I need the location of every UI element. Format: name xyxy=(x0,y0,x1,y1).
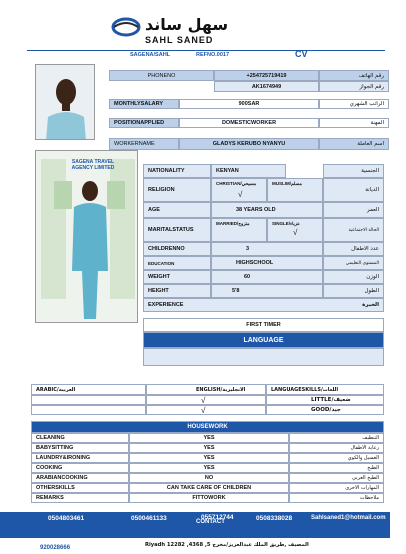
housework-arabic: التنظيف xyxy=(362,435,379,441)
portrait-illustration xyxy=(36,65,95,140)
logo-english-text: SAHL SANED xyxy=(145,35,214,45)
english-good-check: √ xyxy=(201,405,206,415)
cv-label: CV xyxy=(295,49,308,59)
housework-row xyxy=(31,493,384,503)
language-spacer xyxy=(143,348,384,366)
education-arabic-cell xyxy=(323,256,384,270)
position-value-cell xyxy=(179,118,319,128)
housework-value: YES xyxy=(203,455,215,461)
english-column-header xyxy=(146,384,266,395)
full-body-illustration xyxy=(36,151,138,323)
housework-arabic: المهارات الاخرى xyxy=(345,485,379,491)
housework-header xyxy=(31,421,384,433)
muslim-option[interactable] xyxy=(267,178,323,202)
religion-check-mark: √ xyxy=(238,190,243,199)
height-value: 5'8 xyxy=(232,288,240,294)
language-title: LANGUAGE xyxy=(243,336,284,344)
children-arabic-cell xyxy=(323,242,384,256)
housework-value-cell xyxy=(129,493,289,503)
housework-label: CLEANING xyxy=(36,435,65,441)
little-level-cell xyxy=(266,395,384,405)
age-arabic-cell xyxy=(323,202,384,218)
salary-value-cell xyxy=(179,99,319,109)
nationality-label: NATIONALITY xyxy=(148,168,185,174)
housework-row xyxy=(31,463,384,473)
children-label-cell xyxy=(143,242,211,256)
worker-label: WORKERNAME xyxy=(114,141,155,147)
salary-label: MONTHLYSALARY xyxy=(114,101,164,107)
badge-line-2: AGENCY LIMITED xyxy=(71,165,115,171)
weight-label-cell xyxy=(143,270,211,284)
contact-title: CONTACT xyxy=(196,519,225,525)
housework-value: FITTOWORK xyxy=(192,495,226,501)
housework-arabic-cell xyxy=(289,443,384,453)
phone-label-cell xyxy=(109,70,214,81)
worker-label-cell xyxy=(109,138,179,150)
arabic-label: ARABIC/العربية xyxy=(36,386,76,393)
salary-value: 900SAR xyxy=(238,101,260,107)
position-arabic: المهنة xyxy=(370,120,384,126)
english-little-check: √ xyxy=(201,395,206,405)
marital-label-cell xyxy=(143,218,211,242)
worker-value-cell xyxy=(179,138,319,150)
worker-arabic: اسم العاملة xyxy=(357,141,384,147)
first-timer-value: FIRST TIMER xyxy=(246,322,281,328)
position-label: POSITIONAPPLIED xyxy=(114,120,165,126)
good-level-cell xyxy=(266,405,384,415)
badge-line-1: SAGENA TRAVEL xyxy=(71,159,115,165)
phone-value: +254725719419 xyxy=(246,72,287,79)
housework-label-cell xyxy=(31,483,129,493)
housework-label: OTHERSKILLS xyxy=(36,485,75,491)
children-value: 3 xyxy=(246,246,250,252)
worker-value: GLADYS KERUBO NYANYU xyxy=(212,141,286,147)
worker-arabic-cell xyxy=(319,138,389,150)
nationality-arabic-cell xyxy=(323,164,384,178)
education-label: EDUCATION xyxy=(148,260,175,266)
housework-label: BABYSITTING xyxy=(36,445,74,451)
single-label: SINGLE/عزباء xyxy=(272,221,300,226)
details-table xyxy=(143,164,384,366)
marital-arabic: الحالة الاجتماعية xyxy=(348,227,379,233)
good-label: GOOD/جيد xyxy=(311,407,341,413)
contact-phone-5: 920028666 xyxy=(40,545,71,551)
weight-label: WEIGHT xyxy=(148,274,170,280)
nationality-arabic: الجنسية xyxy=(361,168,379,174)
housework-value-cell xyxy=(129,433,289,443)
weight-arabic: الوزن xyxy=(366,274,379,280)
arabic-column-header xyxy=(31,384,146,395)
housework-arabic: ملاحظات xyxy=(359,495,379,501)
housework-arabic: رعاية الاطفال xyxy=(350,445,379,451)
reference-number: REFNO.0017 xyxy=(196,52,230,58)
married-option[interactable] xyxy=(211,218,267,242)
height-arabic-cell xyxy=(323,284,384,298)
housework-label: COOKING xyxy=(36,465,63,471)
housework-value-cell xyxy=(129,483,289,493)
phone-label: PHONENO xyxy=(147,72,176,79)
contact-phone-3: 055712744 xyxy=(201,514,234,521)
housework-row xyxy=(31,443,384,453)
experience-row xyxy=(143,298,384,312)
religion-arabic: الديانة xyxy=(365,187,379,193)
phone-arabic-cell xyxy=(319,70,389,81)
salary-label-cell xyxy=(109,99,179,109)
weight-value: 60 xyxy=(244,274,251,280)
arabic-good-cell xyxy=(31,405,146,415)
religion-arabic-cell xyxy=(323,178,384,202)
little-label: LITTLE/ضعيف xyxy=(311,397,351,403)
nationality-value-cell xyxy=(211,164,286,178)
housework-label-cell xyxy=(31,463,129,473)
phone-value-cell xyxy=(214,70,319,81)
housework-table xyxy=(31,421,384,513)
housework-label: LAUNDRY&IRONING xyxy=(36,455,91,461)
children-arabic: عدد الاطفال xyxy=(351,246,379,252)
housework-value: NO xyxy=(204,475,214,481)
weight-arabic-cell xyxy=(323,270,384,284)
marital-label: MARITALSTATUS xyxy=(148,227,194,233)
housework-arabic: الطبخ xyxy=(367,465,379,471)
skills-label: LANGUAGESKILLS/اللغات xyxy=(271,386,339,393)
housework-label: REMARKS xyxy=(36,495,64,501)
housework-arabic-cell xyxy=(289,473,384,483)
housework-label-cell xyxy=(31,443,129,453)
logo-arabic-text: سهل ساند xyxy=(145,15,229,34)
english-label: ENGLISH/الانجليزية xyxy=(196,386,246,393)
nationality-value: KENYAN xyxy=(216,168,239,174)
christian-label: CHRISTIAN/مسيحي xyxy=(216,181,257,186)
housework-value: YES xyxy=(203,465,215,471)
housework-arabic-cell xyxy=(289,483,384,493)
education-arabic: المستوى التعليمي xyxy=(345,260,379,266)
contact-phone-1: 0504803461 xyxy=(48,515,85,522)
education-value-cell xyxy=(211,256,323,270)
housework-arabic-cell xyxy=(289,433,384,443)
phone-arabic: رقم الهاتف xyxy=(358,72,384,79)
position-arabic-cell xyxy=(319,118,389,128)
education-label-cell xyxy=(143,256,211,270)
housework-label-cell xyxy=(31,453,129,463)
religion-label: RELIGION xyxy=(148,187,175,193)
housework-arabic: الطبخ العربي xyxy=(352,475,379,481)
housework-title: HOUSEWORK xyxy=(187,424,228,430)
housework-label-cell xyxy=(31,433,129,443)
housework-label-cell xyxy=(31,493,129,503)
marital-arabic-cell xyxy=(323,218,384,242)
contact-address: Riyadh 12282 ,4368 ,المصيف ,طريق الملك عبدالعزيز/مخرج 5 xyxy=(145,542,309,548)
english-little-cell xyxy=(146,395,266,405)
salary-arabic-cell xyxy=(319,99,389,109)
position-label-cell xyxy=(109,118,179,128)
first-timer-row xyxy=(143,318,384,332)
housework-row xyxy=(31,433,384,443)
muslim-label: MUSLIM/مسلم xyxy=(272,181,302,186)
experience-arabic: الخبرة xyxy=(362,302,379,308)
married-label: MARRIED/متزوج xyxy=(216,221,250,226)
age-label-cell xyxy=(143,202,211,218)
salary-arabic: الراتب الشهري xyxy=(349,101,384,107)
skills-column-header xyxy=(266,384,384,395)
housework-value: YES xyxy=(203,435,215,441)
contact-email: Sahlsaned1@hotmail.com xyxy=(311,515,386,521)
housework-value-cell xyxy=(129,473,289,483)
position-value: DOMESTICWORKER xyxy=(221,120,277,126)
children-label: CHILDRENNO xyxy=(148,246,185,252)
education-value: HIGHSCHOOL xyxy=(236,260,274,266)
language-header xyxy=(143,332,384,348)
passport-value-cell xyxy=(214,81,319,92)
housework-label: ARABIANCOOKING xyxy=(36,475,88,481)
housework-value-cell xyxy=(129,443,289,453)
marital-check-mark: √ xyxy=(293,228,298,237)
age-arabic: العمر xyxy=(366,207,379,213)
passport-value: AK1674949 xyxy=(251,83,282,90)
age-value: 38 YEARS OLD xyxy=(236,207,276,213)
contact-phone-4: 0508338028 xyxy=(256,515,293,522)
age-label: AGE xyxy=(148,207,160,213)
housework-value-cell xyxy=(129,463,289,473)
housework-arabic-cell xyxy=(289,463,384,473)
religion-label-cell xyxy=(143,178,211,202)
nationality-label-cell xyxy=(143,164,211,178)
housework-row xyxy=(31,453,384,463)
english-good-cell xyxy=(146,405,266,415)
housework-row xyxy=(31,473,384,483)
housework-arabic-cell xyxy=(289,453,384,463)
children-value-cell xyxy=(211,242,323,256)
passport-arabic-cell xyxy=(319,81,389,92)
housework-row xyxy=(31,483,384,493)
portrait-photo xyxy=(35,64,95,140)
experience-label: EXPERIENCE xyxy=(148,302,184,308)
housework-value: YES xyxy=(203,445,215,451)
height-value-cell xyxy=(211,284,323,298)
language-skills-table xyxy=(31,384,384,415)
sub-reference-left: SAGENA/SAHL xyxy=(130,52,171,58)
passport-arabic: رقم الجواز xyxy=(359,83,384,90)
full-body-photo xyxy=(35,150,138,323)
weight-value-cell xyxy=(211,270,323,284)
housework-value-cell xyxy=(129,453,289,463)
contact-phone-2: 0500461133 xyxy=(131,515,167,522)
height-label-cell xyxy=(143,284,211,298)
housework-arabic: الغسيل والكوي xyxy=(347,455,379,461)
height-arabic: الطول xyxy=(364,288,379,294)
housework-label-cell xyxy=(31,473,129,483)
arabic-little-cell xyxy=(31,395,146,405)
housework-value: CAN TAKE CARE OF CHILDREN xyxy=(166,485,252,491)
age-value-cell xyxy=(211,202,323,218)
top-info-block xyxy=(109,70,389,156)
housework-arabic-cell xyxy=(289,493,384,503)
height-label: HEIGHT xyxy=(148,288,169,294)
